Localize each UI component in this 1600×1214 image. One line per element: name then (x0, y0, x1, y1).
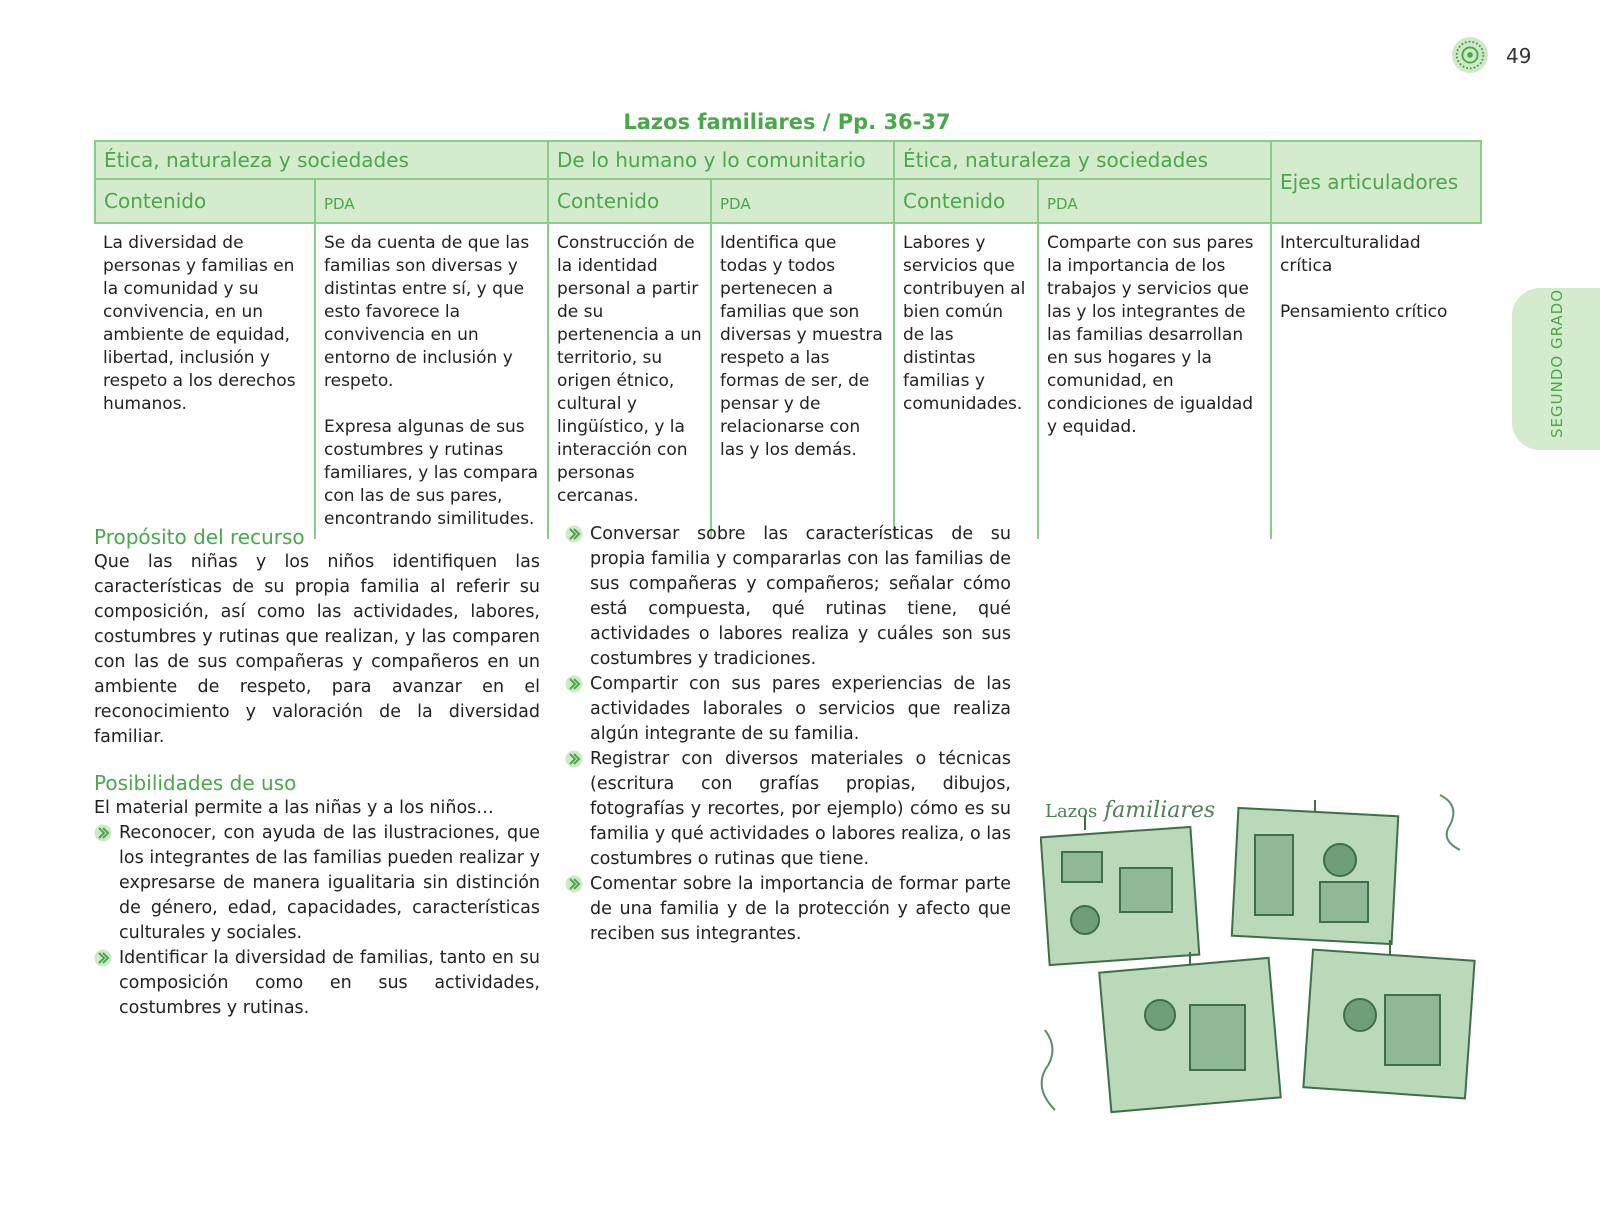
contenido-header: Contenido (894, 179, 1038, 223)
pda-header: PDA (711, 179, 894, 223)
curriculum-table (94, 140, 1482, 539)
list-item-text: Registrar con diversos materiales o técnicas (escritura con grafías propias, dibujos, fotografías y recortes, por ejemplo) cómo es su familia y qué actividades o labores realiza, o las costumbres o rutinas que tiene. (590, 749, 1011, 869)
list-item-text: Conversar sobre las características de su propia familia y compararlas con las familias de sus compañeras y compañeros; señalar cómo está compuesta, qué rutinas tiene, qué actividades o labores realiza y cuáles son sus costumbres y tradiciones. (590, 524, 1011, 669)
logo-badge-icon (1451, 36, 1489, 74)
contenido-header: Contenido (95, 179, 315, 223)
bullet-arrow-icon (94, 824, 112, 842)
pda-cell (315, 223, 548, 539)
pda-text: Expresa algunas de sus costumbres y rutinas familiares, y las compara con las de sus pares, encontrando similitudes. (324, 417, 539, 529)
ejes-text: Interculturalidad crítica (1280, 233, 1421, 276)
list-item (565, 672, 1011, 747)
list-item (565, 872, 1011, 947)
list-item-text: Identificar la diversidad de familias, tanto en su composición como en sus actividades, costumbres y rutinas. (119, 948, 540, 1018)
pda-text: Se da cuenta de que las familias son diversas y distintas entre sí, y que esto favorece la convivencia en un entorno de inclusión y respeto. (324, 233, 530, 391)
book-illustration (1040, 790, 1480, 1130)
picture-frame-2 (1232, 800, 1398, 944)
ejes-header: Ejes articuladores (1271, 141, 1481, 223)
bullet-arrow-icon (94, 949, 112, 967)
pda-cell: Comparte con sus pares la importancia de los trabajos y servicios que las y los integrantes de las familias desarrollan en sus hogares y la comunidad, en condiciones de igualdad y equidad. (1038, 223, 1271, 539)
contenido-cell: La diversidad de personas y familias en la comunidad y su convivencia, en un ambiente de equidad, libertad, inclusión y respeto a los derechos humanos. (95, 223, 315, 539)
pda-header: PDA (315, 179, 548, 223)
bullet-arrow-icon (565, 525, 583, 543)
picture-frame-1 (1041, 815, 1200, 965)
middle-column (565, 522, 1011, 947)
ejes-text: Pensamiento crítico (1280, 302, 1448, 322)
group-header-3: Ética, naturaleza y sociedades (894, 141, 1271, 179)
proposito-text: Que las niñas y los niños identifiquen las características de su propia familia al referir su composición, así como las actividades, labores, costumbres y rutinas que realizan, y las comparen con las de sus compañeras y compañeros en un ambiente de respeto, para avanzar en el reconocimiento y valoración de la diversidad familiar. (94, 552, 540, 747)
left-column (94, 524, 540, 1021)
ejes-cell (1271, 223, 1481, 539)
list-item (565, 747, 1011, 872)
list-item-text: Comentar sobre la importancia de formar parte de una familia y de la protección y afecto que reciben sus integrantes. (590, 874, 1011, 944)
page-number: 49 (1506, 44, 1532, 68)
side-tab (1512, 288, 1600, 450)
list-item-text: Reconocer, con ayuda de las ilustraciones, que los integrantes de las familias pueden realizar y expresarse de manera igualitaria sin distinción de género, edad, capacidades, características culturales y sociales. (119, 823, 540, 943)
posibilidades-heading: Posibilidades de uso (94, 771, 297, 795)
illustration-title-2: familiares (1104, 798, 1216, 823)
list-item (565, 522, 1011, 672)
bullet-arrow-icon (565, 875, 583, 893)
group-header-1: Ética, naturaleza y sociedades (95, 141, 548, 179)
contenido-header: Contenido (548, 179, 711, 223)
bullet-arrow-icon (565, 675, 583, 693)
list-item-text: Compartir con sus pares experiencias de las actividades laborales o servicios que realiza algún integrante de su familia. (590, 674, 1011, 744)
list-item (94, 821, 540, 946)
picture-frame-4 (1303, 940, 1474, 1098)
pda-header: PDA (1038, 179, 1271, 223)
table-title: Lazos familiares / Pp. 36-37 (623, 110, 951, 134)
group-header-2: De lo humano y lo comunitario (548, 141, 894, 179)
list-item (94, 946, 540, 1021)
proposito-heading: Propósito del recurso (94, 525, 305, 549)
contenido-cell: Construcción de la identidad personal a partir de su pertenencia a un territorio, su origen étnico, cultural y lingüístico, y la interacción con personas cercanas. (548, 223, 711, 539)
pda-cell: Identifica que todas y todos pertenecen a familias que son diversas y muestra respeto a las formas de ser, de pensar y de relacionarse con las y los demás. (711, 223, 894, 539)
contenido-cell: Labores y servicios que contribuyen al bien común de las distintas familias y comunidades. (894, 223, 1038, 539)
bullet-arrow-icon (565, 750, 583, 768)
posibilidades-intro: El material permite a las niñas y a los niños… (94, 798, 494, 818)
picture-frame-3 (1099, 952, 1281, 1112)
side-tab-label: SEGUNDO GRADO (1548, 288, 1566, 438)
illustration-title-1: Lazos (1045, 801, 1098, 822)
